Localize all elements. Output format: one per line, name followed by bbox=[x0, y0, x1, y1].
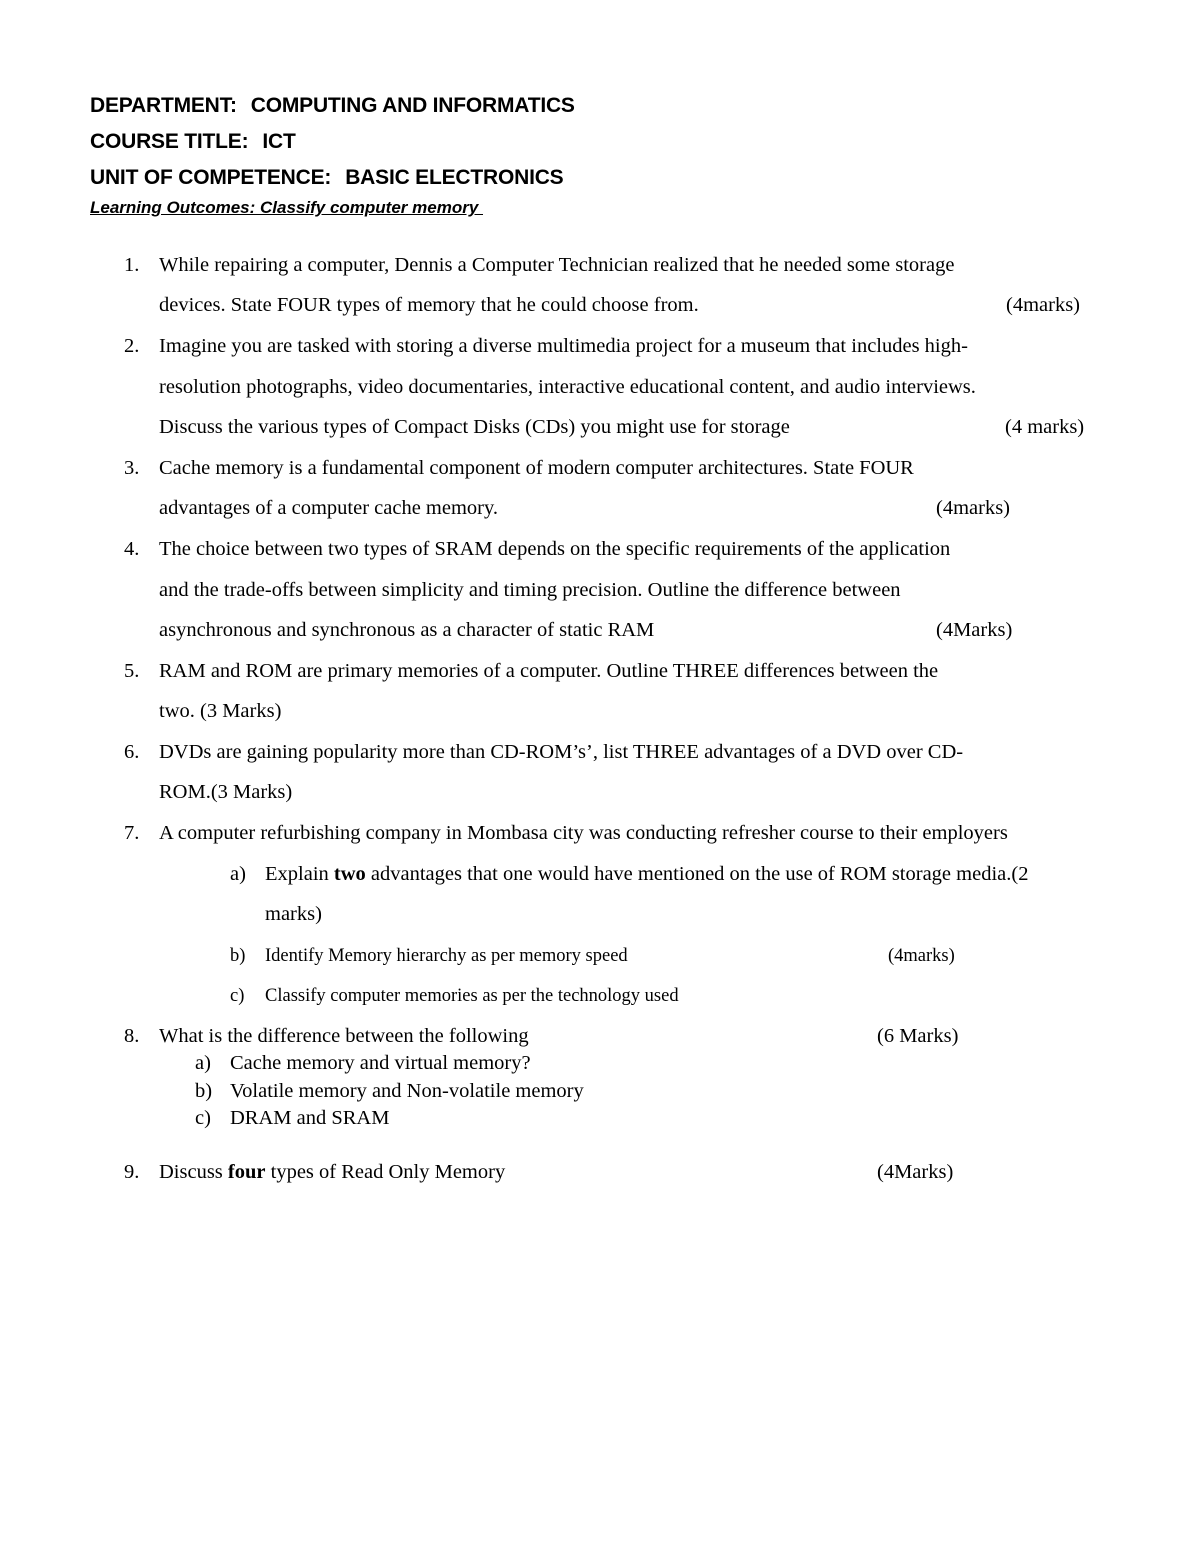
subquestion-label: b) bbox=[230, 946, 246, 966]
question-number: 7. bbox=[124, 822, 140, 844]
question-text: A computer refurbishing company in Mombasa city was conducting refresher course to their employers bbox=[159, 822, 1008, 844]
subquestion-label: b) bbox=[195, 1080, 213, 1102]
question-number: 8. bbox=[124, 1025, 140, 1047]
learning-outcomes: Learning Outcomes: Classify computer memory bbox=[90, 198, 483, 217]
subquestion-label: a) bbox=[230, 863, 246, 885]
marks-label: (4marks) bbox=[1006, 294, 1081, 316]
marks-label: (4 marks) bbox=[1005, 416, 1085, 438]
question-text: asynchronous and synchronous as a character of static RAM bbox=[159, 619, 655, 641]
question-text: DVDs are gaining popularity more than CD-ROM’s’, list THREE advantages of a DVD over CD- bbox=[159, 741, 964, 763]
question-text: Discuss four types of Read Only Memory bbox=[159, 1161, 506, 1183]
question-number: 6. bbox=[124, 741, 140, 763]
question-text: resolution photographs, video documentaries, interactive educational content, and audio interviews. bbox=[159, 376, 976, 398]
marks-label: (6 Marks) bbox=[877, 1025, 959, 1047]
unit-label: UNIT OF COMPETENCE: bbox=[90, 166, 332, 189]
question-text: Cache memory is a fundamental component of modern computer architectures. State FOUR bbox=[159, 457, 914, 479]
marks-label: (4Marks) bbox=[936, 619, 1013, 641]
marks-label: (4Marks) bbox=[877, 1161, 954, 1183]
question-text: Discuss the various types of Compact Disks (CDs) you might use for storage bbox=[159, 416, 790, 438]
course-title-label: COURSE TITLE: bbox=[90, 130, 249, 153]
subquestion-text: Cache memory and virtual memory? bbox=[230, 1052, 531, 1074]
question-text: and the trade-offs between simplicity and timing precision. Outline the difference between bbox=[159, 579, 901, 601]
question-text: RAM and ROM are primary memories of a computer. Outline THREE differences between the bbox=[159, 660, 939, 682]
course-title-line bbox=[90, 130, 296, 154]
subquestion-text: DRAM and SRAM bbox=[230, 1107, 390, 1129]
unit-of-competence-line bbox=[90, 166, 563, 190]
question-text: ROM.(3 Marks) bbox=[159, 781, 293, 803]
course-title-value: ICT bbox=[262, 130, 296, 153]
question-number: 5. bbox=[124, 660, 140, 682]
department-label: DEPARTMENT: bbox=[90, 94, 237, 117]
department-value: COMPUTING AND INFORMATICS bbox=[250, 94, 575, 117]
question-text: While repairing a computer, Dennis a Computer Technician realized that he needed some storage bbox=[159, 254, 955, 276]
subquestion-label: a) bbox=[195, 1052, 211, 1074]
question-number: 1. bbox=[124, 254, 140, 276]
question-text: What is the difference between the following bbox=[159, 1025, 529, 1047]
question-text: advantages of a computer cache memory. bbox=[159, 497, 499, 519]
unit-value: BASIC ELECTRONICS bbox=[345, 166, 564, 189]
question-number: 3. bbox=[124, 457, 140, 479]
question-text: two. (3 Marks) bbox=[159, 700, 282, 722]
question-number: 4. bbox=[124, 538, 140, 560]
marks-label: (4marks) bbox=[888, 946, 955, 966]
marks-label: (4marks) bbox=[936, 497, 1011, 519]
subquestion-text: Volatile memory and Non-volatile memory bbox=[230, 1080, 584, 1102]
subquestion-text: Classify computer memories as per the technology used bbox=[265, 986, 679, 1006]
question-text: Imagine you are tasked with storing a diverse multimedia project for a museum that includes high- bbox=[159, 335, 968, 357]
department-line bbox=[90, 94, 575, 118]
question-number: 9. bbox=[124, 1161, 140, 1183]
subquestion-label: c) bbox=[230, 986, 245, 1006]
subquestion-text: Identify Memory hierarchy as per memory speed bbox=[265, 946, 628, 966]
question-text: devices. State FOUR types of memory that he could choose from. bbox=[159, 294, 699, 316]
subquestion-label: c) bbox=[195, 1107, 211, 1129]
question-text: The choice between two types of SRAM depends on the specific requirements of the application bbox=[159, 538, 951, 560]
question-number: 2. bbox=[124, 335, 140, 357]
subquestion-text: marks) bbox=[265, 903, 322, 925]
subquestion-text: Explain two advantages that one would have mentioned on the use of ROM storage media.(2 bbox=[265, 863, 1029, 885]
emphasis-text: two bbox=[333, 863, 366, 885]
emphasis-text: four bbox=[227, 1161, 266, 1183]
